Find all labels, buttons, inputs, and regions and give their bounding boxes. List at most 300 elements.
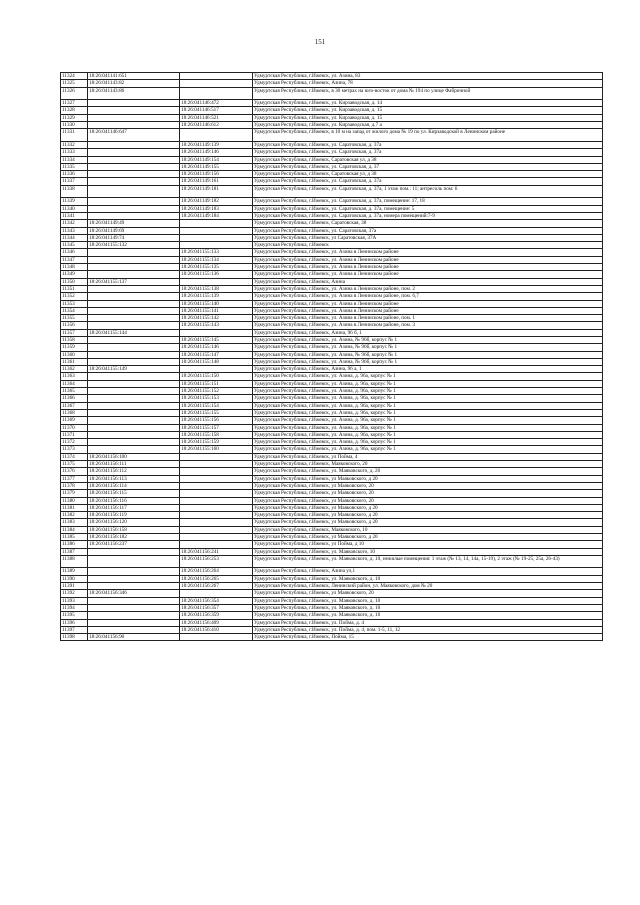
address: Удмуртская Республика, г.Ижевск, ул. Азина в Ленинском районе bbox=[253, 271, 603, 278]
address: Удмуртская Республика, г.Ижевск, ул. Азина, 83 bbox=[253, 73, 603, 80]
table-row bbox=[61, 583, 603, 590]
object-cadastral-number: 18:26:041149:184 bbox=[180, 212, 253, 219]
address: Удмуртская Республика, г.Ижевск, ул. Азина, № 96б, корпус № 1 bbox=[253, 336, 603, 343]
parcel-cadastral-number: 18:26:041141:651 bbox=[88, 73, 180, 80]
row-number: 11363 bbox=[61, 373, 88, 380]
table-row bbox=[61, 185, 603, 198]
object-cadastral-number: 18:26:041156:357 bbox=[180, 604, 253, 611]
address: Удмуртская Республика, г.Ижевск, ул. Кирзаводская, д.7 а bbox=[253, 122, 603, 129]
address: Удмуртская Республика, г.Ижевск, ул. Маяковского, д. 10 bbox=[253, 612, 603, 619]
table-row bbox=[61, 358, 603, 365]
object-cadastral-number bbox=[180, 234, 253, 241]
object-cadastral-number: 18:26:041155:148 bbox=[180, 358, 253, 365]
row-number: 11391 bbox=[61, 583, 88, 590]
table-row bbox=[61, 417, 603, 424]
row-number: 11373 bbox=[61, 446, 88, 453]
parcel-cadastral-number bbox=[88, 344, 180, 351]
address: Удмуртская Республика, г.Ижевск, ул. Саратовская, 37а bbox=[253, 227, 603, 234]
object-cadastral-number: 18:26:041156:253 bbox=[180, 555, 253, 568]
address: Удмуртская Республика, г.Ижевск, ул. Маяковского, 10 bbox=[253, 548, 603, 555]
parcel-cadastral-number bbox=[88, 575, 180, 582]
parcel-cadastral-number bbox=[88, 205, 180, 212]
object-cadastral-number: 18:26:041155:160 bbox=[180, 446, 253, 453]
address: Удмуртская Республика, г.Ижевск, ул. Азина в Ленинском районе, пом. 2 bbox=[253, 285, 603, 292]
row-number: 11337 bbox=[61, 178, 88, 185]
address: Удмуртская Республика, г.Ижевск, ул Маяковского, д 20 bbox=[253, 534, 603, 541]
table-row bbox=[61, 634, 603, 641]
row-number: 11340 bbox=[61, 205, 88, 212]
parcel-cadastral-number: 18:26:041156:116 bbox=[88, 497, 180, 504]
parcel-cadastral-number bbox=[88, 548, 180, 555]
object-cadastral-number: 18:26:041155:150 bbox=[180, 373, 253, 380]
address: Удмуртская Республика, г.Ижевск, ул. Пойма, д. 4, пом. 1-5, 11, 12 bbox=[253, 626, 603, 633]
parcel-cadastral-number bbox=[88, 336, 180, 343]
table-row bbox=[61, 256, 603, 263]
parcel-cadastral-number: 18:26:041156:120 bbox=[88, 519, 180, 526]
table-row bbox=[61, 604, 603, 611]
object-cadastral-number: 18:26:041156:410 bbox=[180, 626, 253, 633]
object-cadastral-number: 18:26:041146:472 bbox=[180, 100, 253, 107]
address: Удмуртская Республика, г.Ижевск, Азина, 96 а, 1 bbox=[253, 366, 603, 373]
table-row bbox=[61, 626, 603, 633]
address: Удмуртская Республика, г.Ижевск, ул. Маяковского, д. 10 bbox=[253, 575, 603, 582]
row-number: 11387 bbox=[61, 548, 88, 555]
table-row bbox=[61, 439, 603, 446]
address: Удмуртская Республика, г.Ижевск, ул Пойма, д 10 bbox=[253, 541, 603, 548]
object-cadastral-number bbox=[180, 512, 253, 519]
object-cadastral-number bbox=[180, 73, 253, 80]
row-number: 11327 bbox=[61, 100, 88, 107]
table-row bbox=[61, 519, 603, 526]
parcel-cadastral-number bbox=[88, 285, 180, 292]
parcel-cadastral-number bbox=[88, 604, 180, 611]
row-number: 11358 bbox=[61, 336, 88, 343]
row-number: 11347 bbox=[61, 256, 88, 263]
table-row bbox=[61, 409, 603, 416]
address: Удмуртская Республика, г.Ижевск, ул. Азина в Ленинском районе bbox=[253, 300, 603, 307]
table-row bbox=[61, 212, 603, 219]
table-row bbox=[61, 163, 603, 170]
address: Удмуртская Республика, г.Ижевск, ул. Саратовская, д. 37а, 1 этаж пом.: 11; антресоль пом: 6 bbox=[253, 185, 603, 198]
table-row bbox=[61, 468, 603, 475]
address: Удмуртская Республика, г.Ижевск, ул. Азина, д. 96а, корпус № 1 bbox=[253, 402, 603, 409]
address: Удмуртская Республика, г.Ижевск, ул. Азина в Ленинском районе bbox=[253, 264, 603, 271]
parcel-cadastral-number bbox=[88, 185, 180, 198]
parcel-cadastral-number: 18:26:041155:149 bbox=[88, 366, 180, 373]
table-row bbox=[61, 307, 603, 314]
address: Удмуртская Республика, г.Ижевск, ул. Кирзаводская, д. 14 bbox=[253, 100, 603, 107]
object-cadastral-number: 18:26:041146:612 bbox=[180, 122, 253, 129]
table-row bbox=[61, 156, 603, 163]
parcel-cadastral-number: 18:26:041143:86 bbox=[88, 87, 180, 100]
table-row bbox=[61, 380, 603, 387]
row-number: 11341 bbox=[61, 212, 88, 219]
row-number: 11398 bbox=[61, 634, 88, 641]
address: Удмуртская Республика, г.Ижевск, ул. Маяковского, д. 10, нежилые помещения: 1 этаж (№ 13, 14, 14а, 15-19), 2 этаж (№ 19-25, 25а, 26-43) bbox=[253, 555, 603, 568]
table-row bbox=[61, 395, 603, 402]
parcel-cadastral-number bbox=[88, 141, 180, 148]
address: Удмуртская Республика, г.Ижевск, Саратовская, 38 bbox=[253, 220, 603, 227]
parcel-cadastral-number bbox=[88, 178, 180, 185]
row-number: 11361 bbox=[61, 358, 88, 365]
parcel-cadastral-number bbox=[88, 107, 180, 114]
address: Удмуртская Республика, г.Ижевск, ул. Азина в Ленинском районе, пом. 3 bbox=[253, 322, 603, 329]
object-cadastral-number: 18:26:041149:182 bbox=[180, 198, 253, 205]
object-cadastral-number bbox=[180, 497, 253, 504]
parcel-cadastral-number bbox=[88, 256, 180, 263]
object-cadastral-number: 18:26:041149:139 bbox=[180, 141, 253, 148]
address: Удмуртская Республика, г.Ижевск, ул. Азина, № 96б, корпус № 1 bbox=[253, 358, 603, 365]
row-number: 11365 bbox=[61, 388, 88, 395]
parcel-cadastral-number: 18:26:041156:346 bbox=[88, 590, 180, 597]
object-cadastral-number bbox=[180, 590, 253, 597]
parcel-cadastral-number bbox=[88, 612, 180, 619]
table-row bbox=[61, 475, 603, 482]
parcel-cadastral-number: 18:26:041155:144 bbox=[88, 329, 180, 336]
row-number: 11383 bbox=[61, 519, 88, 526]
row-number: 11324 bbox=[61, 73, 88, 80]
table-row bbox=[61, 388, 603, 395]
parcel-cadastral-number: 18:26:041156:115 bbox=[88, 490, 180, 497]
table-row bbox=[61, 141, 603, 148]
object-cadastral-number: 18:26:041155:157 bbox=[180, 424, 253, 431]
parcel-cadastral-number bbox=[88, 597, 180, 604]
address: Удмуртская Республика, г.Ижевск, ул. Азина в Ленинском районе, пом. 6,7 bbox=[253, 293, 603, 300]
parcel-cadastral-number bbox=[88, 568, 180, 575]
object-cadastral-number bbox=[180, 634, 253, 641]
row-number: 11389 bbox=[61, 568, 88, 575]
object-cadastral-number: 18:26:041149:183 bbox=[180, 205, 253, 212]
row-number: 11348 bbox=[61, 264, 88, 271]
parcel-cadastral-number bbox=[88, 619, 180, 626]
address: Удмуртская Республика, г.Ижевск, ул. Кирзаводская, д. 15 bbox=[253, 107, 603, 114]
parcel-cadastral-number: 18:26:041156:100 bbox=[88, 453, 180, 460]
object-cadastral-number: 18:26:041146:517 bbox=[180, 107, 253, 114]
row-number: 11351 bbox=[61, 285, 88, 292]
table-row bbox=[61, 512, 603, 519]
parcel-cadastral-number: 18:26:041156:111 bbox=[88, 461, 180, 468]
object-cadastral-number bbox=[180, 129, 253, 142]
object-cadastral-number bbox=[180, 366, 253, 373]
address: Удмуртская Республика, г.Ижевск, в 10 м на запад от жилого дома № 19 по ул. Кирзаводской в Ленинском районе bbox=[253, 129, 603, 142]
address: Удмуртская Республика, г.Ижевск, ул Маяковского, д 20 bbox=[253, 519, 603, 526]
table-row bbox=[61, 497, 603, 504]
table-row bbox=[61, 122, 603, 129]
table-row bbox=[61, 453, 603, 460]
table-row bbox=[61, 431, 603, 438]
row-number: 11336 bbox=[61, 171, 88, 178]
table-row bbox=[61, 278, 603, 285]
parcel-cadastral-number: 18:26:041156:182 bbox=[88, 534, 180, 541]
table-row bbox=[61, 114, 603, 121]
address: Удмуртская Республика, г.Ижевск, ул. Саратовская, д. 37а bbox=[253, 141, 603, 148]
object-cadastral-number: 18:26:041155:136 bbox=[180, 271, 253, 278]
table-row bbox=[61, 461, 603, 468]
row-number: 11390 bbox=[61, 575, 88, 582]
address: Удмуртская Республика, г.Ижевск, Азина, 96 б, 1 bbox=[253, 329, 603, 336]
table-row bbox=[61, 149, 603, 156]
parcel-cadastral-number bbox=[88, 388, 180, 395]
table-row bbox=[61, 366, 603, 373]
parcel-cadastral-number bbox=[88, 409, 180, 416]
parcel-cadastral-number: 18:26:041156:113 bbox=[88, 475, 180, 482]
object-cadastral-number: 18:26:041155:134 bbox=[180, 256, 253, 263]
parcel-cadastral-number: 18:26:041156:117 bbox=[88, 504, 180, 511]
parcel-cadastral-number bbox=[88, 373, 180, 380]
row-number: 11360 bbox=[61, 351, 88, 358]
parcel-cadastral-number bbox=[88, 315, 180, 322]
object-cadastral-number: 18:26:041155:152 bbox=[180, 388, 253, 395]
parcel-cadastral-number: 18:26:041156:119 bbox=[88, 512, 180, 519]
parcel-cadastral-number bbox=[88, 439, 180, 446]
address: Удмуртская Республика, г.Ижевск, ул. Азина, д. 96а, корпус № 1 bbox=[253, 431, 603, 438]
address: Удмуртская Республика, г.Ижевск, Азина, 78 bbox=[253, 80, 603, 87]
parcel-cadastral-number: 18:26:041156:90 bbox=[88, 634, 180, 641]
row-number: 11333 bbox=[61, 149, 88, 156]
parcel-cadastral-number: 18:26:041155:132 bbox=[88, 242, 180, 249]
row-number: 11338 bbox=[61, 185, 88, 198]
object-cadastral-number: 18:26:041155:138 bbox=[180, 285, 253, 292]
address: Удмуртская Республика, г.Ижевск, Маяковского, 10 bbox=[253, 526, 603, 533]
object-cadastral-number: 18:26:041155:135 bbox=[180, 264, 253, 271]
object-cadastral-number bbox=[180, 475, 253, 482]
object-cadastral-number bbox=[180, 80, 253, 87]
object-cadastral-number: 18:26:041156:265 bbox=[180, 575, 253, 582]
parcel-cadastral-number bbox=[88, 402, 180, 409]
address: Удмуртская Республика, г.Ижевск, ул. Саратовская, д. 37а, номера помещений:7-9 bbox=[253, 212, 603, 219]
table-row bbox=[61, 271, 603, 278]
address: Удмуртская Республика, г.Ижевск, ул. Саратовская, д. 37а bbox=[253, 149, 603, 156]
object-cadastral-number: 18:26:041155:147 bbox=[180, 351, 253, 358]
row-number: 11397 bbox=[61, 626, 88, 633]
parcel-cadastral-number bbox=[88, 122, 180, 129]
parcel-cadastral-number bbox=[88, 163, 180, 170]
object-cadastral-number: 18:26:041156:409 bbox=[180, 619, 253, 626]
table-row bbox=[61, 73, 603, 80]
table-row bbox=[61, 504, 603, 511]
object-cadastral-number: 18:26:041156:267 bbox=[180, 583, 253, 590]
row-number: 11366 bbox=[61, 395, 88, 402]
row-number: 11368 bbox=[61, 409, 88, 416]
row-number: 11334 bbox=[61, 156, 88, 163]
parcel-cadastral-number bbox=[88, 358, 180, 365]
address: Удмуртская Республика, г.Ижевск, ул. Кирзаводская, д. 15 bbox=[253, 114, 603, 121]
row-number: 11396 bbox=[61, 619, 88, 626]
object-cadastral-number: 18:26:041155:142 bbox=[180, 315, 253, 322]
parcel-cadastral-number bbox=[88, 395, 180, 402]
row-number: 11339 bbox=[61, 198, 88, 205]
table-row bbox=[61, 322, 603, 329]
address: Удмуртская Республика, г.Ижевск, ул. Азина в Ленинском районе, пом. 1 bbox=[253, 315, 603, 322]
row-number: 11326 bbox=[61, 87, 88, 100]
row-number: 11357 bbox=[61, 329, 88, 336]
page-number: 151 bbox=[314, 38, 326, 46]
object-cadastral-number: 18:26:041149:154 bbox=[180, 156, 253, 163]
row-number: 11367 bbox=[61, 402, 88, 409]
object-cadastral-number bbox=[180, 534, 253, 541]
row-number: 11335 bbox=[61, 163, 88, 170]
table-row bbox=[61, 242, 603, 249]
object-cadastral-number: 18:26:041155:133 bbox=[180, 249, 253, 256]
object-cadastral-number: 18:26:041155:154 bbox=[180, 402, 253, 409]
row-number: 11353 bbox=[61, 300, 88, 307]
registry-body bbox=[61, 73, 603, 641]
table-row bbox=[61, 446, 603, 453]
parcel-cadastral-number: 18:26:041155:137 bbox=[88, 278, 180, 285]
address: Удмуртская Республика, г.Ижевск, ул. Саратовская, д. 37а bbox=[253, 178, 603, 185]
object-cadastral-number bbox=[180, 519, 253, 526]
table-row bbox=[61, 100, 603, 107]
address: Удмуртская Республика, г.Ижевск, ул. Саратовская, д. 37а, помещение: 5 bbox=[253, 205, 603, 212]
object-cadastral-number: 18:26:041156:264 bbox=[180, 568, 253, 575]
row-number: 11350 bbox=[61, 278, 88, 285]
address: Удмуртская Республика, г.Ижевск, ул. Саратовская, д. 37 bbox=[253, 163, 603, 170]
object-cadastral-number bbox=[180, 541, 253, 548]
object-cadastral-number: 18:26:041155:158 bbox=[180, 431, 253, 438]
address: Удмуртская Республика, г.Ижевск, Маяковского, 20 bbox=[253, 461, 603, 468]
parcel-cadastral-number bbox=[88, 446, 180, 453]
object-cadastral-number bbox=[180, 504, 253, 511]
row-number: 11355 bbox=[61, 315, 88, 322]
row-number: 11362 bbox=[61, 366, 88, 373]
table-row bbox=[61, 300, 603, 307]
parcel-cadastral-number bbox=[88, 424, 180, 431]
object-cadastral-number bbox=[180, 490, 253, 497]
table-row bbox=[61, 482, 603, 489]
object-cadastral-number: 18:26:041149:181 bbox=[180, 185, 253, 198]
object-cadastral-number: 18:26:041155:153 bbox=[180, 395, 253, 402]
parcel-cadastral-number: 18:26:041156:112 bbox=[88, 468, 180, 475]
parcel-cadastral-number bbox=[88, 264, 180, 271]
row-number: 11349 bbox=[61, 271, 88, 278]
row-number: 11370 bbox=[61, 424, 88, 431]
parcel-cadastral-number: 18:26:041156:237 bbox=[88, 541, 180, 548]
row-number: 11371 bbox=[61, 431, 88, 438]
object-cadastral-number bbox=[180, 468, 253, 475]
address: Удмуртская Республика, г.Ижевск, ул Саратовская, 37А bbox=[253, 234, 603, 241]
address: Удмуртская Республика, г.Ижевск bbox=[253, 242, 603, 249]
object-cadastral-number: 18:26:041156:354 bbox=[180, 597, 253, 604]
object-cadastral-number bbox=[180, 461, 253, 468]
table-row bbox=[61, 575, 603, 582]
row-number: 11359 bbox=[61, 344, 88, 351]
table-row bbox=[61, 80, 603, 87]
parcel-cadastral-number bbox=[88, 380, 180, 387]
parcel-cadastral-number: 18:26:041143:82 bbox=[88, 80, 180, 87]
row-number: 11380 bbox=[61, 497, 88, 504]
address: Удмуртская Республика, г.Ижевск, ул. Азина, д. 96а, корпус № 1 bbox=[253, 424, 603, 431]
object-cadastral-number: 18:26:041155:151 bbox=[180, 380, 253, 387]
object-cadastral-number: 18:26:041155:156 bbox=[180, 417, 253, 424]
object-cadastral-number: 18:26:041149:161 bbox=[180, 178, 253, 185]
row-number: 11364 bbox=[61, 380, 88, 387]
address: Удмуртская Республика, г.Ижевск, ул. Азина, д. 96а, корпус № 1 bbox=[253, 388, 603, 395]
table-row bbox=[61, 293, 603, 300]
parcel-cadastral-number bbox=[88, 322, 180, 329]
parcel-cadastral-number: 18:26:041156:114 bbox=[88, 482, 180, 489]
parcel-cadastral-number bbox=[88, 431, 180, 438]
row-number: 11394 bbox=[61, 604, 88, 611]
row-number: 11343 bbox=[61, 227, 88, 234]
row-number: 11352 bbox=[61, 293, 88, 300]
table-row bbox=[61, 227, 603, 234]
address: Удмуртская Республика, г.Ижевск, ул. Азина, д. 96а, корпус № 1 bbox=[253, 439, 603, 446]
table-row bbox=[61, 373, 603, 380]
object-cadastral-number: 18:26:041156:241 bbox=[180, 548, 253, 555]
address: Удмуртская Республика, г.Ижевск, ул. Азина в Ленинском районе bbox=[253, 307, 603, 314]
parcel-cadastral-number: 18:26:041149:49 bbox=[88, 220, 180, 227]
row-number: 11372 bbox=[61, 439, 88, 446]
address: Удмуртская Республика, г.Ижевск, ул. Маяковского, д. 10 bbox=[253, 604, 603, 611]
row-number: 11325 bbox=[61, 80, 88, 87]
row-number: 11344 bbox=[61, 234, 88, 241]
object-cadastral-number: 18:26:041149:146 bbox=[180, 149, 253, 156]
table-row bbox=[61, 351, 603, 358]
address: Удмуртская Республика, г.Ижевск, Пойма, 15 bbox=[253, 634, 603, 641]
row-number: 11395 bbox=[61, 612, 88, 619]
address: Удмуртская Республика, г.Ижевск, ул. Азина, № 96б, корпус № 1 bbox=[253, 344, 603, 351]
table-row bbox=[61, 548, 603, 555]
address: Удмуртская Республика, г.Ижевск, ул. Маяковского, д. 10 bbox=[253, 597, 603, 604]
parcel-cadastral-number bbox=[88, 583, 180, 590]
registry-table bbox=[60, 72, 603, 641]
address: Удмуртская Республика, г.Ижевск, ул. Азина в Ленинском районе bbox=[253, 256, 603, 263]
parcel-cadastral-number bbox=[88, 351, 180, 358]
table-row bbox=[61, 87, 603, 100]
address: Удмуртская Республика, г.Ижевск, Саратовская ул, д 38 bbox=[253, 171, 603, 178]
object-cadastral-number: 18:26:041155:145 bbox=[180, 336, 253, 343]
parcel-cadastral-number bbox=[88, 212, 180, 219]
object-cadastral-number: 18:26:041155:146 bbox=[180, 344, 253, 351]
table-row bbox=[61, 619, 603, 626]
object-cadastral-number: 18:26:041155:155 bbox=[180, 409, 253, 416]
object-cadastral-number bbox=[180, 87, 253, 100]
table-row bbox=[61, 336, 603, 343]
row-number: 11386 bbox=[61, 541, 88, 548]
row-number: 11330 bbox=[61, 122, 88, 129]
object-cadastral-number: 18:26:041155:140 bbox=[180, 300, 253, 307]
table-row bbox=[61, 285, 603, 292]
parcel-cadastral-number bbox=[88, 271, 180, 278]
parcel-cadastral-number bbox=[88, 198, 180, 205]
table-row bbox=[61, 220, 603, 227]
address: Удмуртская Республика, г.Ижевск, ул Маяковского, д 20 bbox=[253, 504, 603, 511]
row-number: 11346 bbox=[61, 249, 88, 256]
row-number: 11356 bbox=[61, 322, 88, 329]
row-number: 11331 bbox=[61, 129, 88, 142]
parcel-cadastral-number bbox=[88, 171, 180, 178]
row-number: 11378 bbox=[61, 482, 88, 489]
table-row bbox=[61, 205, 603, 212]
row-number: 11375 bbox=[61, 461, 88, 468]
parcel-cadastral-number bbox=[88, 149, 180, 156]
object-cadastral-number: 18:26:041155:141 bbox=[180, 307, 253, 314]
row-number: 11381 bbox=[61, 504, 88, 511]
row-number: 11385 bbox=[61, 534, 88, 541]
object-cadastral-number: 18:26:041155:143 bbox=[180, 322, 253, 329]
address: Удмуртская Республика, г.Ижевск, Ленинский район, ул. Маяковского, дом № 20 bbox=[253, 583, 603, 590]
object-cadastral-number: 18:26:041146:521 bbox=[180, 114, 253, 121]
object-cadastral-number bbox=[180, 526, 253, 533]
address: Удмуртская Республика, г.Ижевск, ул Маяковского, 20 bbox=[253, 497, 603, 504]
row-number: 11392 bbox=[61, 590, 88, 597]
object-cadastral-number bbox=[180, 242, 253, 249]
address: Удмуртская Республика, г.Ижевск, ул. Азина, д. 96а, корпус № 1 bbox=[253, 395, 603, 402]
address: Удмуртская Республика, г.Ижевск, ул. Азина, д. 96а, корпус № 1 bbox=[253, 373, 603, 380]
row-number: 11345 bbox=[61, 242, 88, 249]
parcel-cadastral-number bbox=[88, 293, 180, 300]
object-cadastral-number bbox=[180, 278, 253, 285]
